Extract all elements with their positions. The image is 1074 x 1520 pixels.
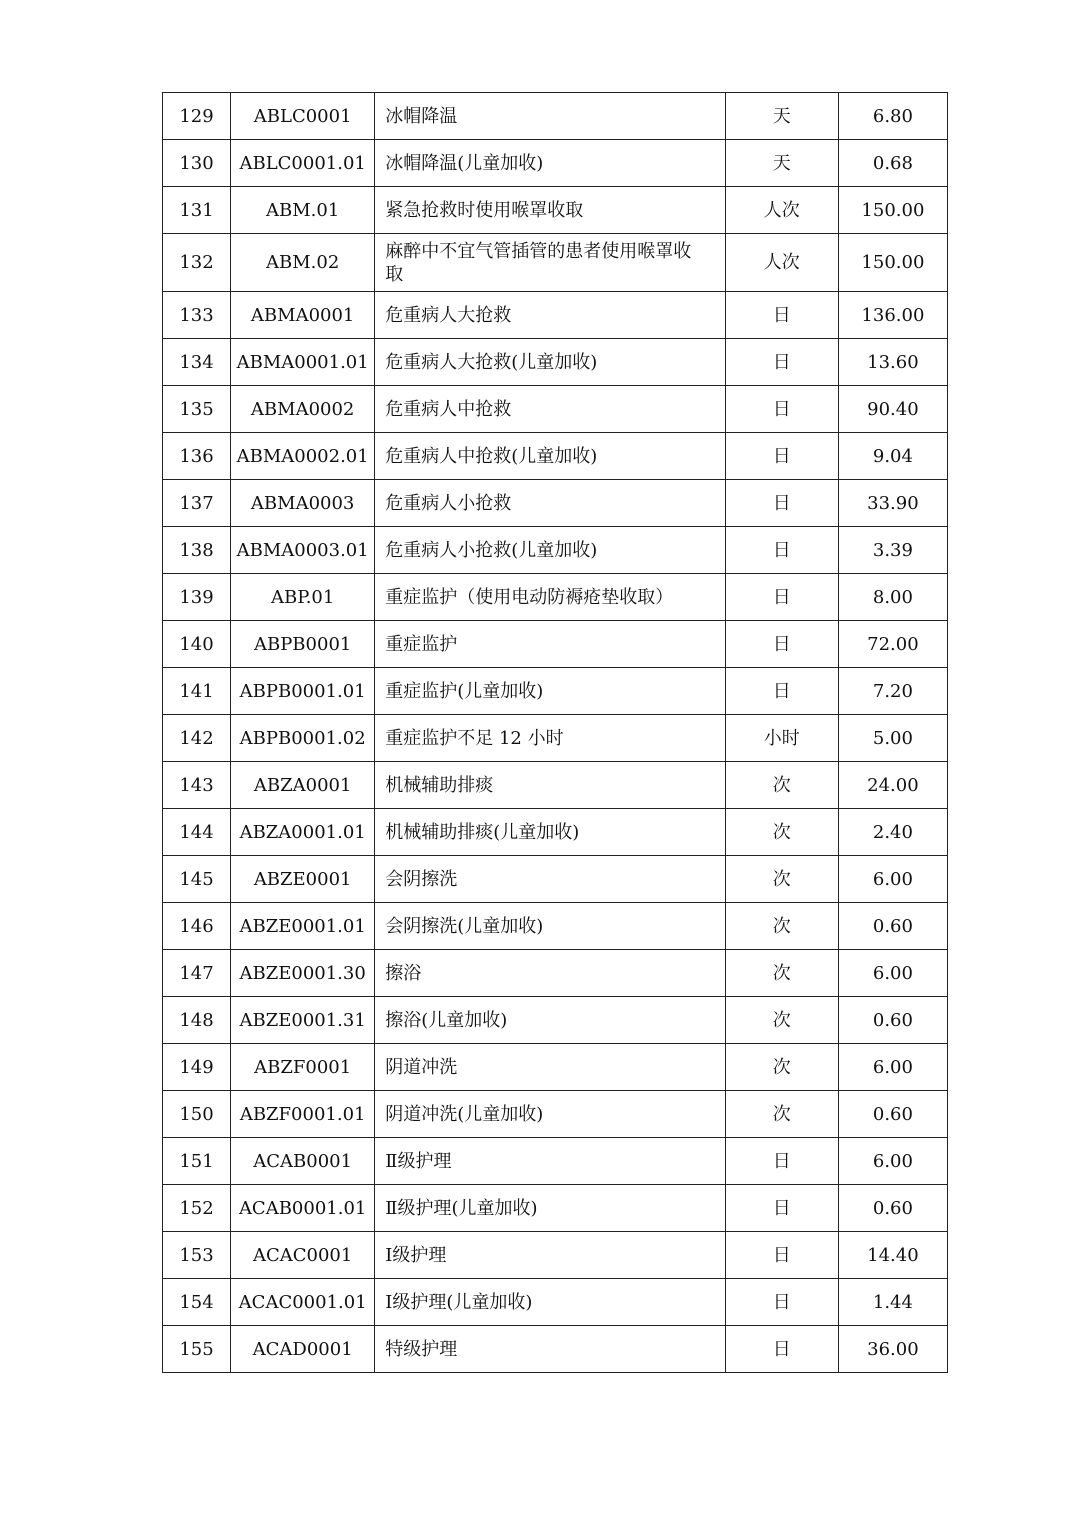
- item-name: 冰帽降温(儿童加收): [375, 140, 725, 187]
- table-row: [163, 1185, 948, 1232]
- table-row: [163, 527, 948, 574]
- item-unit: 人次: [725, 187, 838, 234]
- item-unit: 次: [725, 1091, 838, 1138]
- item-code: ABMA0003: [231, 480, 375, 527]
- row-number: 132: [163, 234, 231, 292]
- row-number: 140: [163, 621, 231, 668]
- item-code: ABZA0001: [231, 762, 375, 809]
- item-unit: 日: [725, 1138, 838, 1185]
- item-unit: 人次: [725, 234, 838, 292]
- row-number: 138: [163, 527, 231, 574]
- item-unit: 日: [725, 1326, 838, 1373]
- item-price: 3.39: [838, 527, 947, 574]
- fee-table: [162, 92, 948, 1373]
- item-price: 6.80: [838, 93, 947, 140]
- item-code: ABZE0001.01: [231, 903, 375, 950]
- table-row: [163, 480, 948, 527]
- item-code: ACAD0001: [231, 1326, 375, 1373]
- row-number: 134: [163, 339, 231, 386]
- table-row: [163, 950, 948, 997]
- table-row: [163, 997, 948, 1044]
- item-name: 会阴擦洗(儿童加收): [375, 903, 725, 950]
- item-price: 6.00: [838, 1138, 947, 1185]
- table-row: [163, 762, 948, 809]
- item-price: 0.68: [838, 140, 947, 187]
- item-code: ABZA0001.01: [231, 809, 375, 856]
- item-name: Ⅰ级护理: [375, 1232, 725, 1279]
- item-unit: 次: [725, 950, 838, 997]
- item-unit: 日: [725, 339, 838, 386]
- item-price: 1.44: [838, 1279, 947, 1326]
- row-number: 133: [163, 292, 231, 339]
- item-code: ABPB0001: [231, 621, 375, 668]
- item-unit: 日: [725, 1185, 838, 1232]
- item-name: 机械辅助排痰: [375, 762, 725, 809]
- table-body: [163, 93, 948, 1373]
- table-row: [163, 809, 948, 856]
- row-number: 152: [163, 1185, 231, 1232]
- item-name: 会阴擦洗: [375, 856, 725, 903]
- row-number: 149: [163, 1044, 231, 1091]
- item-name: 重症监护（使用电动防褥疮垫收取）: [375, 574, 725, 621]
- table-row: [163, 1326, 948, 1373]
- table-row: [163, 1232, 948, 1279]
- item-price: 24.00: [838, 762, 947, 809]
- item-unit: 次: [725, 762, 838, 809]
- item-unit: 日: [725, 1232, 838, 1279]
- item-unit: 天: [725, 93, 838, 140]
- item-name: 重症监护: [375, 621, 725, 668]
- row-number: 136: [163, 433, 231, 480]
- table-row: [163, 856, 948, 903]
- table-row: [163, 1044, 948, 1091]
- item-name: 危重病人中抢救: [375, 386, 725, 433]
- row-number: 155: [163, 1326, 231, 1373]
- row-number: 144: [163, 809, 231, 856]
- item-price: 72.00: [838, 621, 947, 668]
- item-code: ACAC0001.01: [231, 1279, 375, 1326]
- item-name: 危重病人大抢救: [375, 292, 725, 339]
- item-unit: 日: [725, 574, 838, 621]
- item-code: ABM.02: [231, 234, 375, 292]
- item-code: ABMA0002.01: [231, 433, 375, 480]
- table-row: [163, 187, 948, 234]
- item-unit: 次: [725, 997, 838, 1044]
- item-name: 危重病人大抢救(儿童加收): [375, 339, 725, 386]
- item-unit: 日: [725, 621, 838, 668]
- item-unit: 次: [725, 809, 838, 856]
- item-name: 特级护理: [375, 1326, 725, 1373]
- item-name: 危重病人小抢救: [375, 480, 725, 527]
- item-price: 2.40: [838, 809, 947, 856]
- item-price: 90.40: [838, 386, 947, 433]
- table-row: [163, 234, 948, 292]
- item-price: 0.60: [838, 1091, 947, 1138]
- item-price: 0.60: [838, 903, 947, 950]
- item-name: 冰帽降温: [375, 93, 725, 140]
- item-price: 14.40: [838, 1232, 947, 1279]
- item-unit: 日: [725, 386, 838, 433]
- item-name: Ⅱ级护理(儿童加收): [375, 1185, 725, 1232]
- row-number: 154: [163, 1279, 231, 1326]
- row-number: 146: [163, 903, 231, 950]
- table-row: [163, 1091, 948, 1138]
- table-row: [163, 621, 948, 668]
- item-unit: 日: [725, 668, 838, 715]
- item-unit: 次: [725, 1044, 838, 1091]
- item-code: ABPB0001.01: [231, 668, 375, 715]
- item-price: 150.00: [838, 187, 947, 234]
- row-number: 131: [163, 187, 231, 234]
- row-number: 147: [163, 950, 231, 997]
- item-unit: 次: [725, 903, 838, 950]
- item-unit: 日: [725, 527, 838, 574]
- item-code: ACAC0001: [231, 1232, 375, 1279]
- item-price: 13.60: [838, 339, 947, 386]
- row-number: 141: [163, 668, 231, 715]
- table-row: [163, 574, 948, 621]
- item-code: ABMA0002: [231, 386, 375, 433]
- item-code: ABZF0001.01: [231, 1091, 375, 1138]
- item-code: ABPB0001.02: [231, 715, 375, 762]
- row-number: 135: [163, 386, 231, 433]
- table-row: [163, 903, 948, 950]
- item-name: 擦浴(儿童加收): [375, 997, 725, 1044]
- row-number: 150: [163, 1091, 231, 1138]
- item-price: 9.04: [838, 433, 947, 480]
- row-number: 139: [163, 574, 231, 621]
- item-code: ABZE0001.30: [231, 950, 375, 997]
- row-number: 148: [163, 997, 231, 1044]
- item-unit: 小时: [725, 715, 838, 762]
- item-code: ABLC0001: [231, 93, 375, 140]
- item-code: ABM.01: [231, 187, 375, 234]
- table-row: [163, 715, 948, 762]
- item-unit: 次: [725, 856, 838, 903]
- item-code: ABMA0001: [231, 292, 375, 339]
- row-number: 145: [163, 856, 231, 903]
- item-price: 136.00: [838, 292, 947, 339]
- table-row: [163, 1279, 948, 1326]
- row-number: 130: [163, 140, 231, 187]
- table-row: [163, 433, 948, 480]
- table-row: [163, 386, 948, 433]
- item-name: 重症监护(儿童加收): [375, 668, 725, 715]
- item-price: 6.00: [838, 856, 947, 903]
- item-name: Ⅱ级护理: [375, 1138, 725, 1185]
- item-name: 麻醉中不宜气管插管的患者使用喉罩收取: [375, 234, 725, 292]
- item-name: 紧急抢救时使用喉罩收取: [375, 187, 725, 234]
- item-code: ABP.01: [231, 574, 375, 621]
- row-number: 129: [163, 93, 231, 140]
- table-row: [163, 668, 948, 715]
- item-price: 6.00: [838, 950, 947, 997]
- row-number: 143: [163, 762, 231, 809]
- table-row: [163, 1138, 948, 1185]
- table-row: [163, 292, 948, 339]
- item-price: 0.60: [838, 997, 947, 1044]
- item-name: 危重病人中抢救(儿童加收): [375, 433, 725, 480]
- row-number: 153: [163, 1232, 231, 1279]
- row-number: 151: [163, 1138, 231, 1185]
- item-price: 150.00: [838, 234, 947, 292]
- item-name: 重症监护不足 12 小时: [375, 715, 725, 762]
- table-row: [163, 140, 948, 187]
- item-code: ABZE0001.31: [231, 997, 375, 1044]
- item-name: 危重病人小抢救(儿童加收): [375, 527, 725, 574]
- item-price: 33.90: [838, 480, 947, 527]
- item-code: ACAB0001: [231, 1138, 375, 1185]
- item-unit: 日: [725, 433, 838, 480]
- item-unit: 日: [725, 292, 838, 339]
- item-name: Ⅰ级护理(儿童加收): [375, 1279, 725, 1326]
- item-name: 阴道冲洗(儿童加收): [375, 1091, 725, 1138]
- item-name: 阴道冲洗: [375, 1044, 725, 1091]
- item-price: 8.00: [838, 574, 947, 621]
- item-name: 擦浴: [375, 950, 725, 997]
- item-code: ABLC0001.01: [231, 140, 375, 187]
- item-code: ABMA0001.01: [231, 339, 375, 386]
- item-unit: 日: [725, 1279, 838, 1326]
- item-price: 0.60: [838, 1185, 947, 1232]
- item-price: 7.20: [838, 668, 947, 715]
- item-code: ABZF0001: [231, 1044, 375, 1091]
- table-row: [163, 93, 948, 140]
- item-name: 机械辅助排痰(儿童加收): [375, 809, 725, 856]
- item-code: ACAB0001.01: [231, 1185, 375, 1232]
- item-price: 6.00: [838, 1044, 947, 1091]
- item-unit: 日: [725, 480, 838, 527]
- row-number: 137: [163, 480, 231, 527]
- table-row: [163, 339, 948, 386]
- row-number: 142: [163, 715, 231, 762]
- item-code: ABZE0001: [231, 856, 375, 903]
- item-price: 36.00: [838, 1326, 947, 1373]
- item-code: ABMA0003.01: [231, 527, 375, 574]
- item-unit: 天: [725, 140, 838, 187]
- item-price: 5.00: [838, 715, 947, 762]
